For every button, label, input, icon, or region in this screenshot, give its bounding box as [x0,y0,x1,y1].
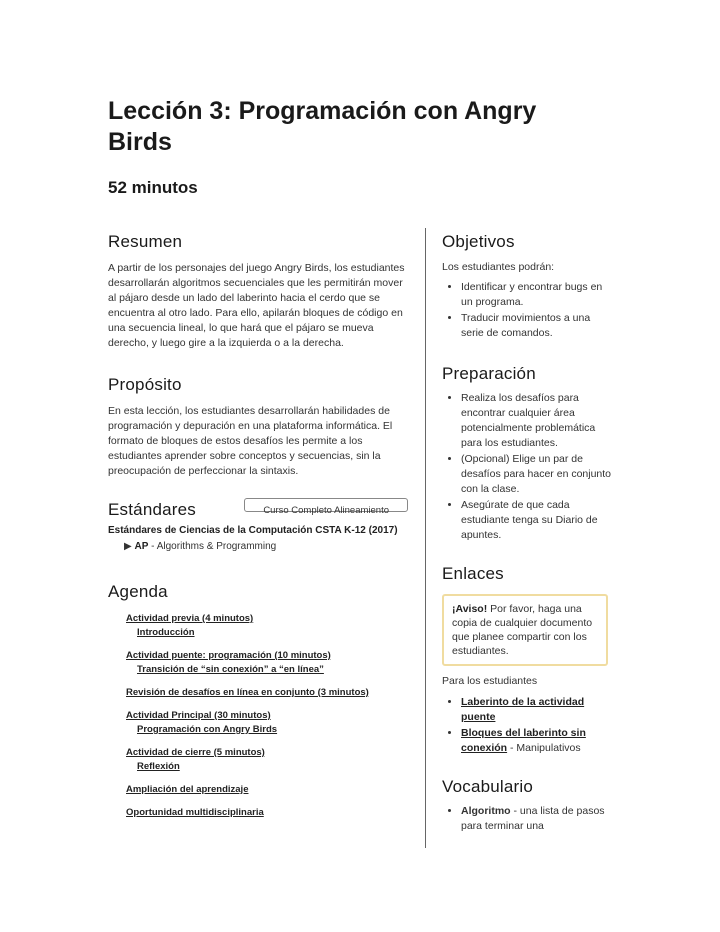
link-suffix: - Manipulativos [507,742,581,754]
standards-framework: Estándares de Ciencias de la Computación CSTA K-12 (2017) [108,525,398,536]
agenda-sublink[interactable]: Transición de “sin conexión” a “en línea” [137,664,324,675]
agenda-sublink[interactable]: Introducción [137,627,195,638]
agenda-item [126,783,408,797]
enlaces-section [442,564,612,757]
resumen-heading: Resumen [108,232,183,251]
proposito-section [108,375,408,479]
preparacion-list [442,391,612,543]
list-item [461,804,612,834]
objetivos-intro: Los estudiantes podrán: [442,261,555,273]
list-item [461,695,612,725]
notice-box [442,594,608,666]
vocab-definition: - una lista de pasos para terminar una [461,805,605,832]
preparacion-section [442,364,612,544]
standard-text: - Algorithms & Programming [148,541,277,552]
agenda-item [126,709,408,737]
vocab-list [442,804,612,834]
resource-link[interactable]: Bloques del laberinto sin conexión [461,727,586,754]
list-item [461,726,612,756]
agenda-link[interactable]: Actividad Principal (30 minutos) [126,710,271,721]
lesson-duration: 52 minutos [108,178,198,197]
agenda-link[interactable]: Revisión de desafíos en línea en conjunto (3 minutos) [126,687,369,698]
estandares-heading: Estándares [108,500,196,519]
resumen-text: A partir de los personajes del juego Angry Birds, los estudiantes desarrollarán algoritmos secuenciales que les permitirán mover al pájaro desde un lado del laberinto hacia el cerdo que se encuentra al otro lado. Para ello, apilarán bloques de código en una secuencia lineal, lo que hará que el pájaro se mueva derecho, y luego gire a la izquierda o a la derecha. [108,262,405,349]
students-label: Para los estudiantes [442,675,538,687]
expand-triangle-icon[interactable]: ▶ [124,541,132,552]
agenda-link[interactable]: Actividad puente: programación (10 minutos) [126,650,331,661]
column-divider [425,228,426,848]
proposito-heading: Propósito [108,375,182,394]
list-item: • Asegúrate de que cada estudiante tenga su Diario de apuntes. [461,498,612,543]
proposito-text: En esta lección, los estudiantes desarrollarán habilidades de programación y depuración en una plataforma informática. El formato de bloques de estos desafíos les permite a los estudiantes aprender sobre conceptos y secuencias, sin la preocupación de perfeccionar la sintaxis. [108,405,393,477]
resource-link[interactable]: Laberinto de la actividad puente [461,696,585,723]
objetivos-section [442,232,612,342]
links-list [442,695,612,756]
estandares-section [108,490,408,552]
objetivos-heading: Objetivos [442,232,515,251]
standard-item[interactable] [124,541,408,552]
agenda-sublink[interactable]: Programación con Angry Birds [137,724,278,735]
agenda-link[interactable]: Actividad de cierre (5 minutos) [126,747,265,758]
full-course-alignment-button[interactable]: Curso Completo Alineamiento [244,498,408,512]
agenda-link[interactable]: Oportunidad multidisciplinaria [126,807,264,818]
agenda-item [126,686,408,700]
agenda-item [126,806,408,820]
agenda-sublink[interactable]: Reflexión [137,761,180,772]
preparacion-heading: Preparación [442,364,536,383]
resumen-section [108,232,408,351]
agenda-item [126,746,408,774]
agenda-section [108,582,408,820]
standard-code: AP [134,541,149,552]
list-item: • Identificar y encontrar bugs en un programa. [461,280,612,310]
agenda-link[interactable]: Actividad previa (4 minutos) [126,613,254,624]
vocabulario-heading: Vocabulario [442,777,534,796]
agenda-heading: Agenda [108,582,168,601]
notice-label: ¡Aviso! [452,603,488,615]
estandares-header [108,490,408,520]
list-item: • Realiza los desafíos para encontrar cualquier área potencialmente problemática para los estudiantes. [461,391,612,451]
agenda-link[interactable]: Ampliación del aprendizaje [126,784,249,795]
agenda-list [108,612,408,820]
list-item: • Traducir movimientos a una serie de comandos. [461,311,612,341]
notice-text: Por favor, haga una copia de cualquier documento que planee compartir con los estudiantes. [452,603,593,657]
vocab-term: Algoritmo [461,805,511,817]
agenda-item [126,612,408,640]
agenda-item [126,649,408,677]
vocabulario-section [442,777,612,835]
list-item: • (Opcional) Elige un par de desafíos para hacer en conjunto con la clase. [461,452,612,497]
objetivos-list [442,280,612,341]
lesson-title: Lección 3: Programación con Angry Birds [108,97,537,156]
enlaces-heading: Enlaces [442,564,504,583]
